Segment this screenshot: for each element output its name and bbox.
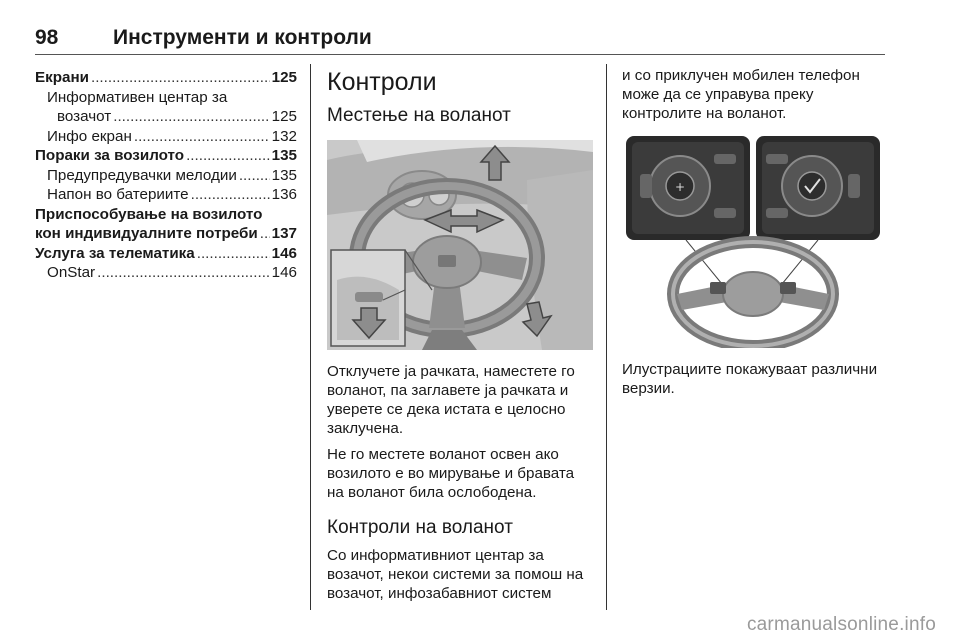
toc-page-number: 136 [271,186,297,203]
watermark: carmanualsonline.info [746,614,936,635]
toc-entry [35,263,297,283]
toc-entry [35,146,297,166]
toc-leader-dots [91,68,270,88]
right-column [622,66,884,405]
toc-entry-title: Приспособување на возилото [35,205,263,223]
toc-entry [35,166,297,186]
steering-wheel-controls-illustration [622,134,884,348]
toc-page-number: 125 [271,69,297,86]
toc-leader-dots [239,166,270,186]
toc-page-number: 125 [271,108,297,125]
toc-entry-title: OnStar [47,264,96,281]
toc-leader-dots [186,146,270,166]
toc-entry-title: Услуга за телематика [35,244,195,262]
toc-entry-title: возачот [57,108,112,125]
toc-column [35,68,297,283]
steering-wheel-adjust-illustration [327,140,593,350]
toc-entry-title: Инфо екран [47,127,132,145]
toc-page-number: 146 [271,244,297,262]
toc-page-number: 135 [271,147,297,164]
paragraph: Со информативниот центар за возачот, некои системи за помош на возачот, инфозабавниот систем [327,547,584,602]
column-divider [606,64,607,610]
toc-page-number: 132 [271,127,297,145]
toc-page-number: 137 [271,225,297,242]
paragraph: Отклучете ја рачката, наместете го воланот, па заглавете ја рачката и уверете се дека истата е целосно заклучена. [327,363,575,437]
section-subtitle: Контроли на воланот [327,517,513,538]
toc-page-number: 135 [271,166,297,184]
column-divider [310,64,311,610]
paragraph: и со приклучен мобилен телефон може да се управува преку контролите на воланот. [622,67,860,122]
toc-entry-title: Напон во батериите [47,186,189,203]
section-title: Контроли [327,68,437,96]
toc-entry [35,244,297,264]
toc-entry-title: Информативен центар за [47,88,228,106]
toc-entry [35,107,297,127]
toc-leader-dots [260,224,270,244]
toc-page-number: 146 [271,264,297,281]
main-column [327,66,595,610]
page-header [35,22,885,55]
toc-entry-title: кон индивидуалните потреби [35,225,258,242]
toc-leader-dots [97,263,270,283]
toc-entry [35,224,297,244]
svg-text:+: + [674,180,686,194]
toc-entry [35,68,297,88]
page-number: 98 [35,26,59,49]
toc-entry-title: Предупредувачки мелодии [47,166,237,184]
chapter-title: Инструменти и контроли [113,26,372,49]
paragraph: Не го местете воланот освен ако возилото е во мирување и бравата на воланот била ослободена. [327,446,575,501]
toc-entry-title: Екрани [35,69,89,86]
toc-entry-title: Пораки за возилото [35,147,185,164]
toc-entry [35,185,297,205]
section-subtitle: Местење на воланот [327,105,511,126]
toc-entry [35,127,297,147]
toc-leader-dots [191,185,270,205]
toc-leader-dots [197,244,270,264]
toc-leader-dots [113,107,269,127]
toc-leader-dots [134,127,270,147]
caption: Илустрациите покажуваат различни верзии. [622,361,878,397]
